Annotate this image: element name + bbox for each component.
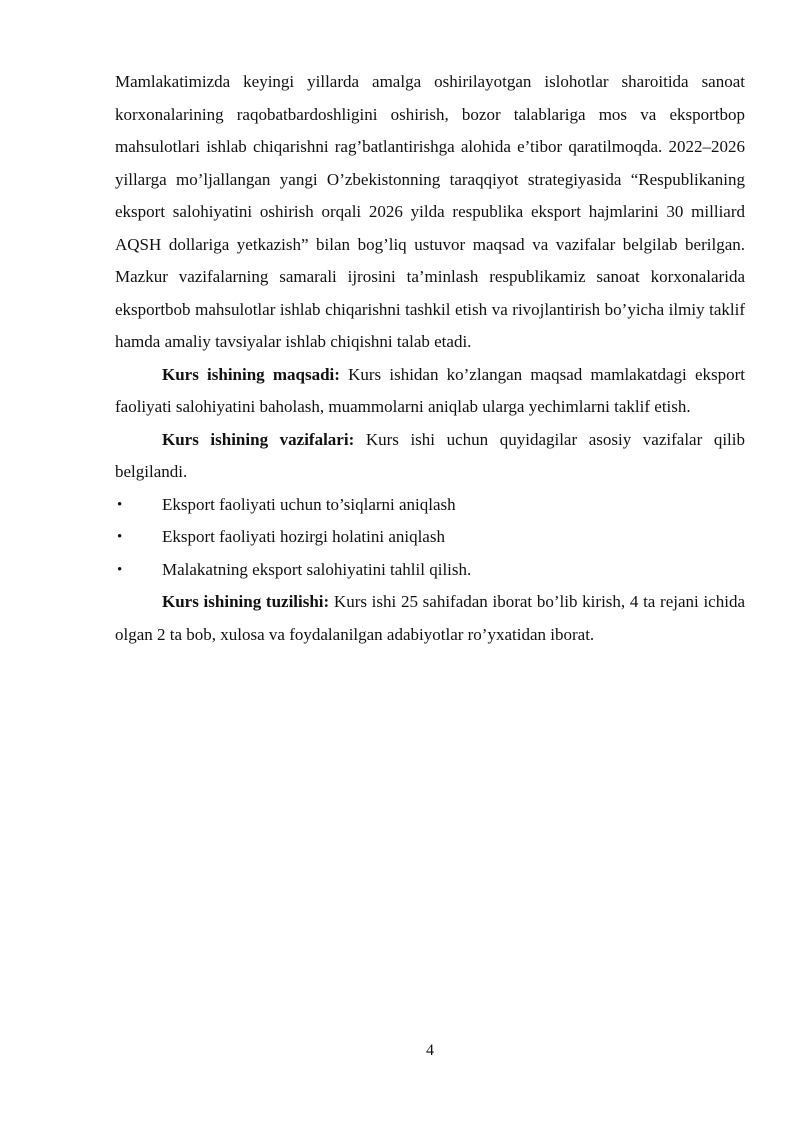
text-run: Kurs ishidan ko’zlangan maqsad mamlakatdagi eksport faoliyati salohiyatini baholash, muammolarni aniqlab ularga yechimlarni taklif etish. <box>115 364 745 416</box>
document-content <box>115 66 745 651</box>
text-run-bold: Kurs ishining vazifalari: <box>162 429 355 449</box>
bullet-item <box>115 554 745 587</box>
page-number: 4 <box>426 1042 434 1059</box>
bullet-icon: • <box>117 561 123 578</box>
bullet-item <box>115 489 745 522</box>
bullet-item <box>115 521 745 554</box>
text-run: Eksport faoliyati uchun to’siqlarni aniqlash <box>162 494 456 514</box>
text-run: Malakatning eksport salohiyatini tahlil qilish. <box>162 559 472 579</box>
text-run: Kurs ishi uchun quyidagilar asosiy vazifalar qilib belgilandi. <box>115 429 745 481</box>
text-run-bold: Kurs ishining maqsadi: <box>162 364 340 384</box>
bullet-icon: • <box>117 496 123 513</box>
paragraph <box>115 359 745 424</box>
text-run: Kurs ishi 25 sahifadan iborat bo’lib kirish, 4 ta rejani ichida olgan 2 ta bob, xulosa va foydalanilgan adabiyotlar ro’yxatidan iborat. <box>115 592 745 644</box>
text-run: Mamlakatimizda keyingi yillarda amalga oshirilayotgan islohotlar sharoitida sanoat korxonalarining raqobatbardoshligini oshirish, bozor talablariga mos va eksportbop mahsulotlari ishlab chiqarishni rag’batlantirishga alohida e’tibor qaratilmoqda. 2022–2026 yillarga mo’ljallangan yangi O’zbekistonning taraqqiyot strategiyasida “Respublikaning eksport salohiyatini oshirish orqali 2026 yilda respublika eksport hajmlarini 30 milliard AQSH dollariga yetkazish” bilan bog’liq ustuvor maqsad va vazifalar belgilab berilgan. Mazkur vazifalarning samarali ijrosini ta’minlash respublikamiz sanoat korxonalarida eksportbob mahsulotlar ishlab chiqarishni tashkil etish va rivojlantirish bo’yicha ilmiy taklif hamda amaliy tavsiyalar ishlab chiqishni talab etadi. <box>115 72 745 351</box>
paragraph <box>115 424 745 489</box>
paragraph <box>115 586 745 651</box>
text-run-bold: Kurs ishining tuzilishi: <box>162 592 330 611</box>
paragraph <box>115 66 745 359</box>
text-run: Eksport faoliyati hozirgi holatini aniqlash <box>162 527 445 546</box>
bullet-icon: • <box>117 529 123 545</box>
